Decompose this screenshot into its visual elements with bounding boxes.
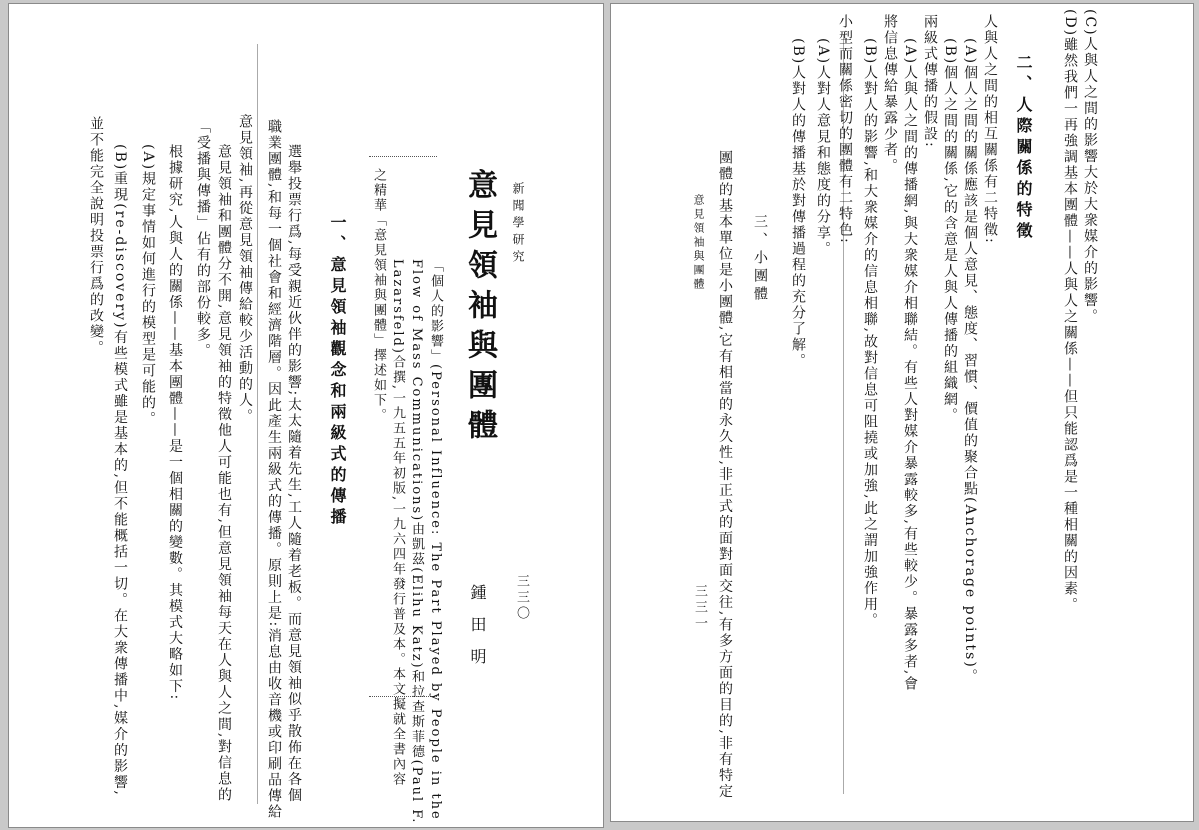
body-line: 根據研究,人與人的關係——基本團體——是一個相關的變數。其模式大略如下:: [167, 144, 183, 702]
page-fold-line: [257, 44, 258, 804]
right-page: [610, 3, 1194, 822]
journal-header: 新聞學研究: [511, 182, 525, 267]
intro-line: Lazarsfeld)合撰,一九五五年初版,一九六四年發行普及本。本文擬就全書內容: [390, 259, 405, 788]
body-line: (C)人與人之間的影響大於大衆媒介的影響。: [1082, 9, 1098, 325]
intro-line: 「個人的影響」(Personal Influence: The Part Played by People in the: [428, 259, 443, 821]
ornament-top: [369, 156, 437, 158]
body-line: 「受播與傳播」佔有的部份較多。: [195, 119, 211, 359]
section-heading: 三、小團體: [752, 214, 768, 304]
page-number: 三三一: [692, 584, 707, 632]
body-line: 並不能完全說明投票行爲的改變。: [88, 116, 104, 356]
running-footer: 意見領袖與團體: [692, 194, 705, 292]
left-page: [8, 3, 604, 828]
body-line: (B)人對人的影響,和大衆媒介的信息相聯,故對信息可阻撓或加強,此之謂加強作用。: [862, 38, 878, 629]
body-line: 選舉投票行爲,每受親近伙伴的影響;太太隨着先生,工人隨着老板。而意見領袖似乎散佈在各個: [286, 144, 302, 804]
intro-line: Flow of Mass Communications)由凱茲(Elihu Katz)和拉查斯菲德(Paul F.: [409, 259, 424, 825]
body-line: (B)個人之間的關係,它的含意是人與人傳播的組織網。: [942, 38, 958, 424]
body-line: (A)人對人意見和態度的分享。: [815, 38, 831, 258]
body-line: (A)個人之間的關係應該是個人意見、態度、習慣、價值的聚合點(Anchorage points)。: [962, 38, 978, 685]
body-line: 意見領袖,再從意見領袖傳給較少活動的人。: [237, 114, 253, 425]
body-line: 意見領袖和團體分不開,意見領袖的特徵他人可能也有,但意見領袖每天在人與人之間,對信息的: [216, 144, 232, 804]
body-line: (A)人與人之間的傳播網,與大衆媒介相聯結。有些人對媒介暴露較多,有些較少。暴露多者,會: [902, 38, 918, 693]
body-line: (B)重現(re-discovery)有些模式雖是基本的,但不能概括一切。在大衆傳播中,媒介的影響,: [112, 144, 128, 797]
body-line: 團體的基本單位是小團體,它有相當的永久性,非正式的面對面交往,有多方面的目的,非有特定: [717, 150, 733, 800]
body-line: (B)人對人的傳播基於對傳播過程的充分了解。: [790, 38, 806, 370]
section-heading: 二、人際關係的特徵: [1014, 54, 1033, 243]
body-line: 職業團體,和每一個社會和經濟階層。因此產生兩級式的傳播。原則上是:消息由收音機或印刷品傳給: [266, 119, 282, 821]
body-line: (D)雖然我們一再強調基本團體——人與人之關係——但只能認爲是一種相關的因素。: [1062, 9, 1078, 614]
page-number: 三三〇: [514, 574, 529, 622]
body-line: 小型而關係密切的團體有二特色:: [837, 14, 853, 245]
body-line: 將信息傳給暴露少者。: [882, 14, 898, 174]
body-line: 人與人之間的相互關係有二特徵:: [982, 14, 998, 245]
body-line: 兩級式傳播的假設:: [922, 14, 938, 149]
author-name: 鍾田明: [468, 584, 487, 680]
section-heading: 一、意見領袖觀念和兩級式的傳播: [328, 214, 347, 529]
intro-line: 之精華「意見領袖與團體」擇述如下。: [371, 168, 386, 423]
body-line: (A)規定事情如何進行的模型是可能的。: [140, 144, 156, 428]
article-title: 意見領袖與團體: [462, 169, 497, 449]
